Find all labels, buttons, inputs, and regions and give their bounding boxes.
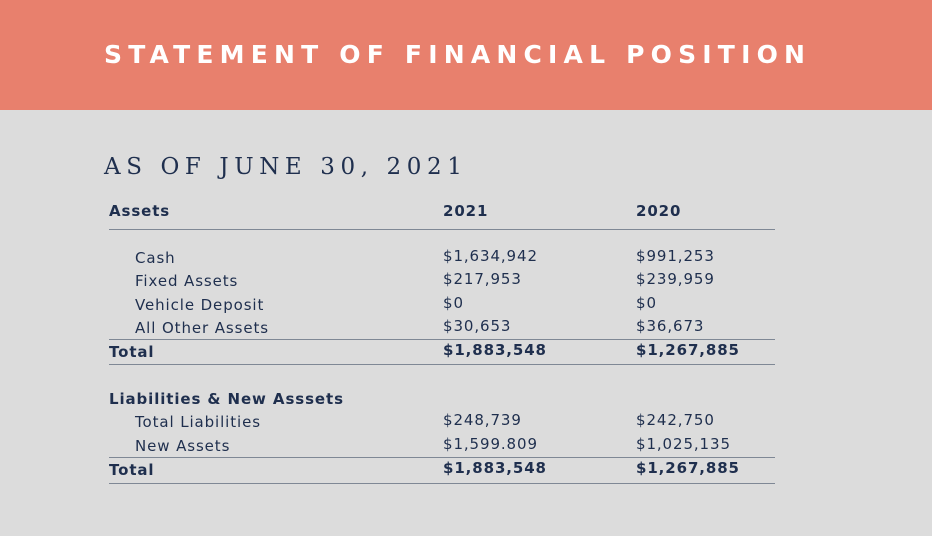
row-value-2021: $1,634,942: [443, 247, 538, 265]
total-value-2020: $1,267,885: [636, 459, 740, 477]
row-value-2021: $1,599.809: [443, 435, 538, 453]
row-value-2020: $36,673: [636, 317, 705, 335]
row-value-2020: $0: [636, 294, 657, 312]
header-divider: [109, 229, 775, 230]
row-value-2020: $991,253: [636, 247, 715, 265]
row-value-2020: $242,750: [636, 411, 715, 429]
total-value-2021: $1,883,548: [443, 341, 547, 359]
assets-heading: Assets: [109, 202, 171, 220]
total-divider-top: [109, 339, 775, 340]
row-label: Total Liabilities: [135, 413, 261, 431]
total-divider-bottom: [109, 364, 775, 365]
row-value-2020: $1,025,135: [636, 435, 731, 453]
row-label: All Other Assets: [135, 319, 269, 337]
header-banner: [0, 0, 932, 110]
total-value-2020: $1,267,885: [636, 341, 740, 359]
liabilities-heading: Liabilities & New Asssets: [109, 390, 344, 408]
page-title: STATEMENT OF FINANCIAL POSITION: [104, 40, 812, 69]
total-divider-bottom: [109, 483, 775, 484]
statement-date: AS OF JUNE 30, 2021: [104, 154, 468, 180]
total-divider-top: [109, 457, 775, 458]
row-label: Fixed Assets: [135, 272, 239, 290]
column-header-2020: 2020: [636, 202, 682, 220]
row-value-2021: $30,653: [443, 317, 512, 335]
row-value-2020: $239,959: [636, 270, 715, 288]
row-value-2021: $248,739: [443, 411, 522, 429]
column-header-2021: 2021: [443, 202, 489, 220]
row-value-2021: $217,953: [443, 270, 522, 288]
total-value-2021: $1,883,548: [443, 459, 547, 477]
row-value-2021: $0: [443, 294, 464, 312]
row-label: Vehicle Deposit: [135, 296, 265, 314]
total-label: Total: [109, 343, 155, 361]
row-label: New Assets: [135, 437, 231, 455]
row-label: Cash: [135, 249, 176, 267]
total-label: Total: [109, 461, 155, 479]
